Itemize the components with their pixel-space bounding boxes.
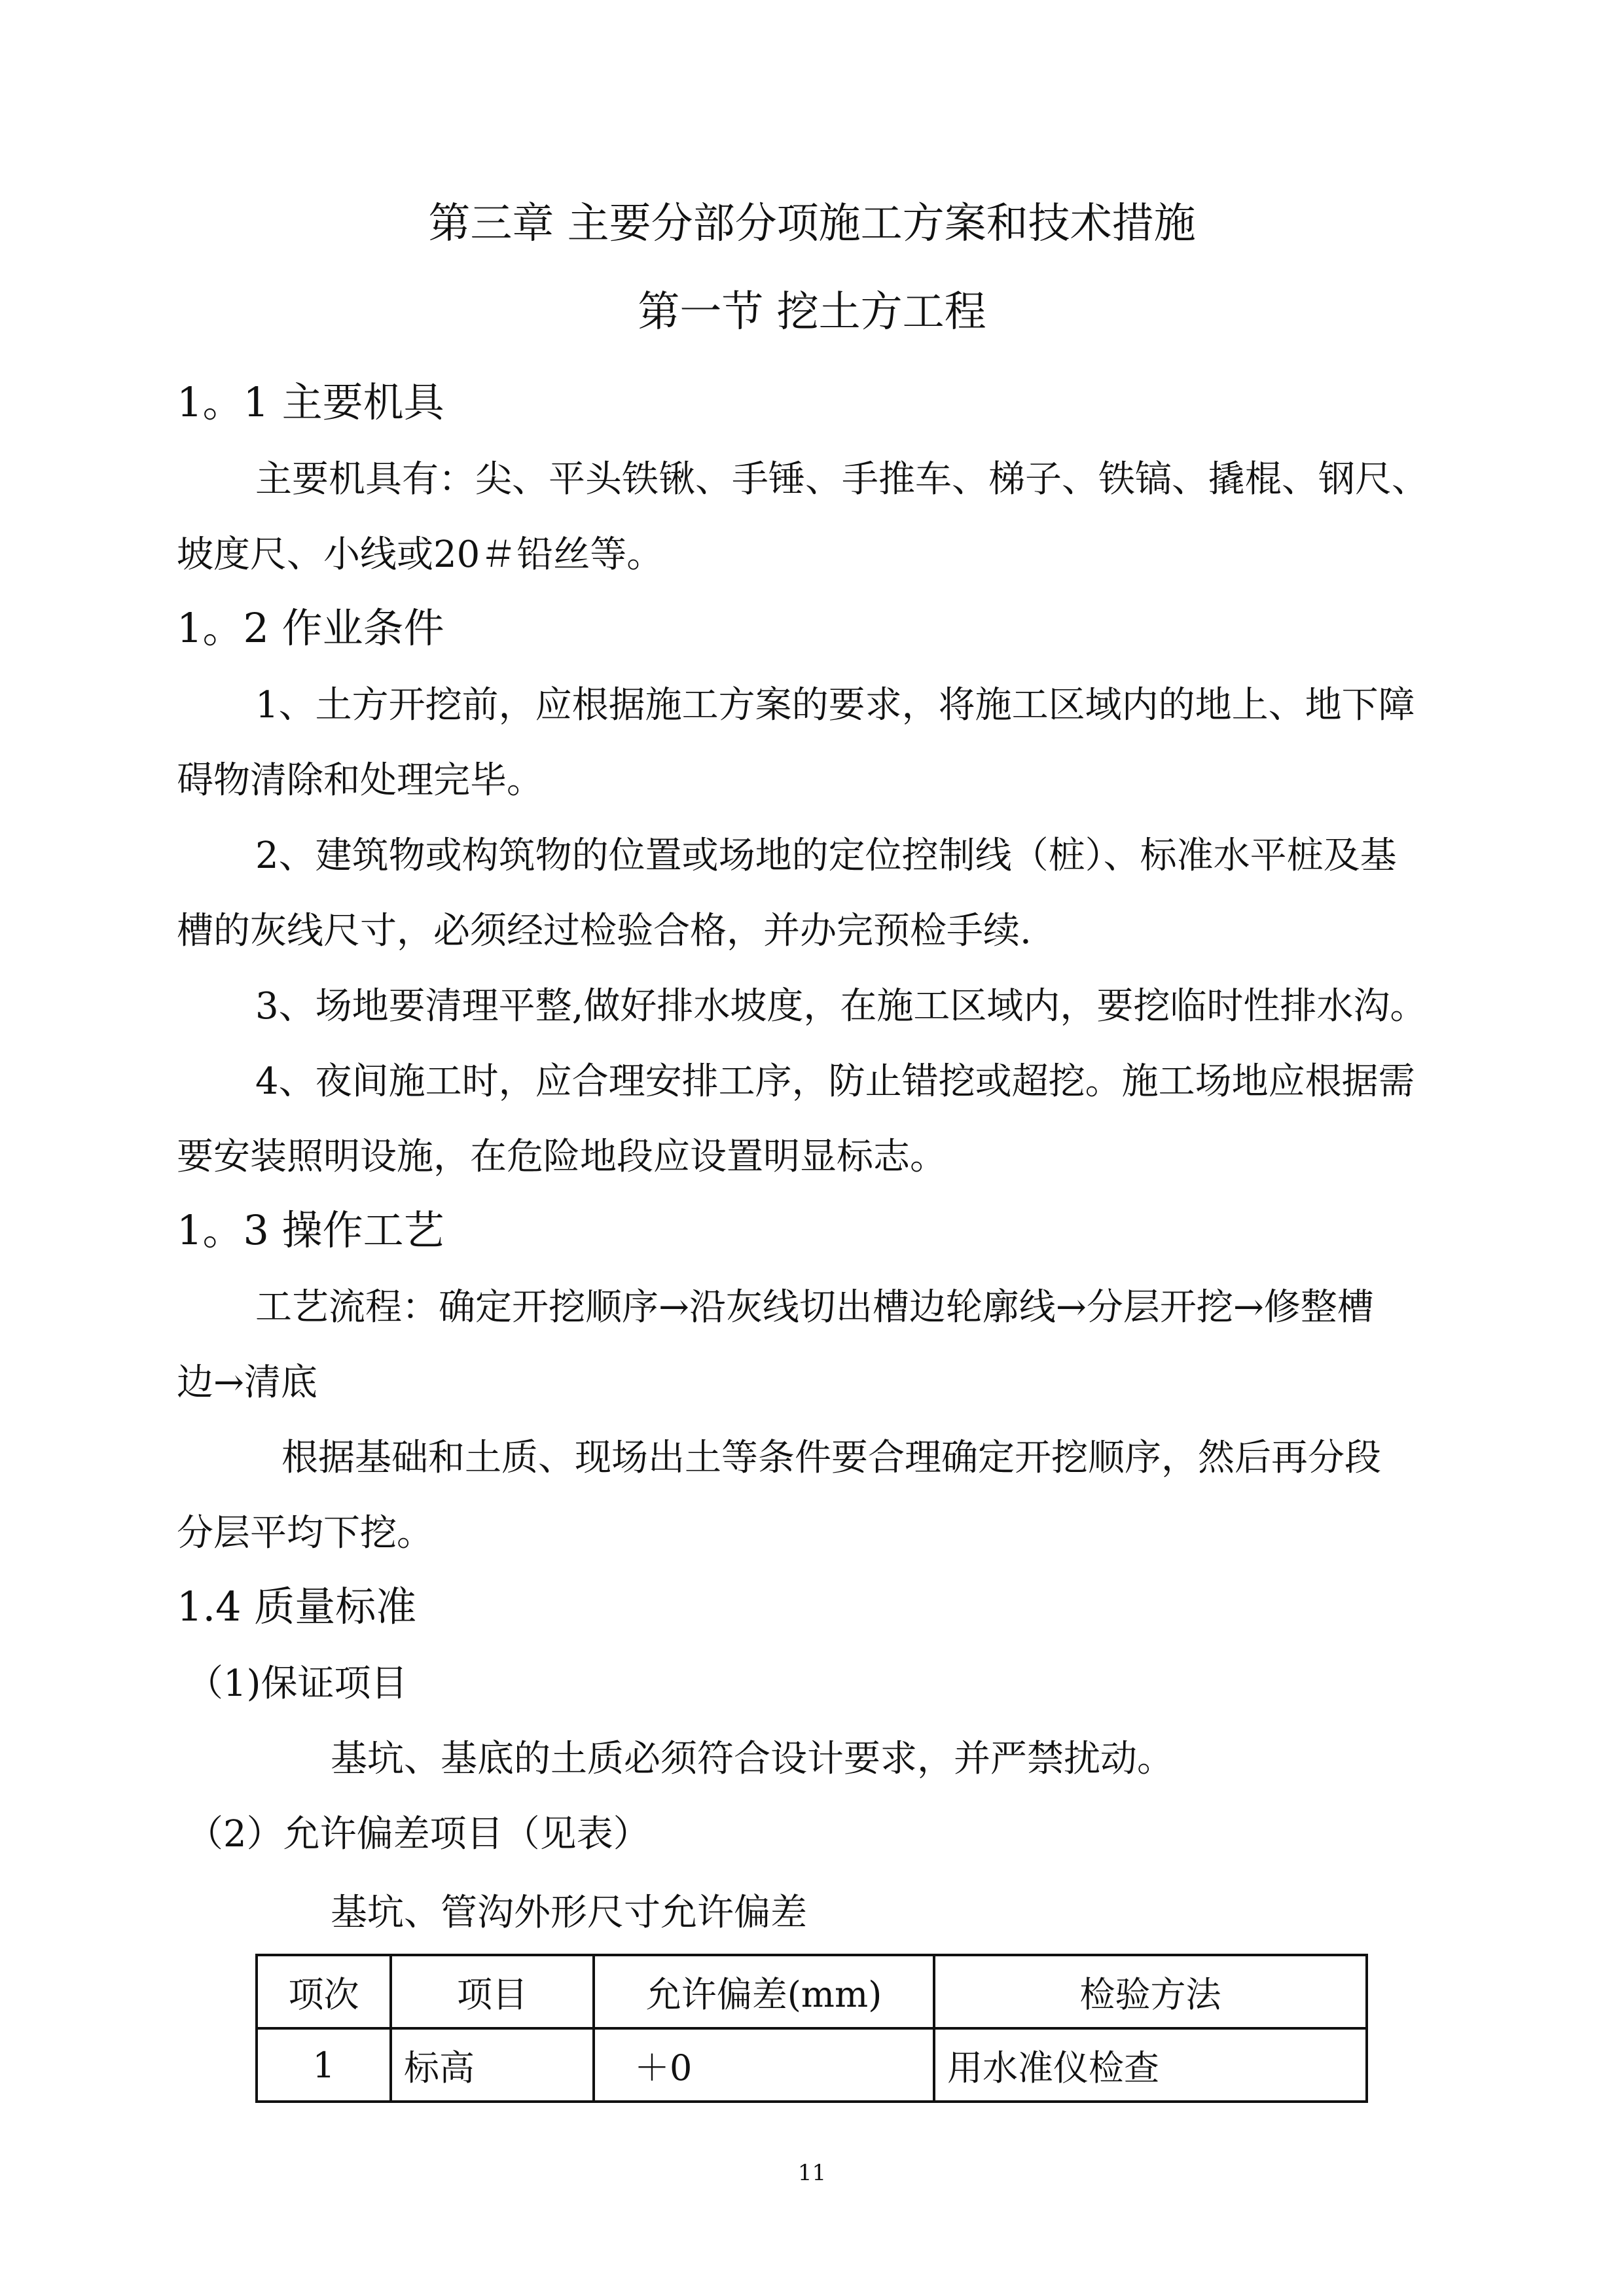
heading-main-tools: 1。1 主要机具 — [177, 378, 444, 426]
table-cell: 1 — [257, 2028, 391, 2102]
table-header-row — [257, 1955, 1367, 2028]
page-number: 11 — [797, 2160, 827, 2186]
guarantee-items-label: （1)保证项目 — [187, 1662, 408, 1705]
table-cell: ＋0 — [594, 2028, 934, 2102]
section-title: 第一节 挖土方工程 — [638, 288, 986, 336]
process-flow-line2: 边→清底 — [177, 1361, 317, 1404]
table-cell: 用水准仪检查 — [934, 2028, 1367, 2102]
condition-3-line1: 3、场地要清理平整,做好排水坡度，在施工区域内，要挖临时性排水沟。 — [255, 985, 1427, 1028]
table-row — [257, 2028, 1367, 2102]
condition-2-line1: 2、建筑物或构筑物的位置或场地的定位控制线（桩）、标准水平桩及基 — [255, 834, 1397, 877]
table-caption: 基坑、管沟外形尺寸允许偏差 — [331, 1892, 807, 1934]
heading-operation-process: 1。3 操作工艺 — [177, 1206, 444, 1254]
table-cell: 标高 — [391, 2028, 594, 2102]
guarantee-items-text: 基坑、基底的土质必须符合设计要求，并严禁扰动。 — [331, 1738, 1174, 1780]
tolerance-table — [255, 1954, 1368, 2103]
tools-text-line2: 坡度尺、小线或20＃铅丝等。 — [177, 533, 664, 576]
process-flow-line1: 工艺流程：确定开挖顺序→沿灰线切出槽边轮廓线→分层开挖→修整槽 — [255, 1286, 1374, 1329]
condition-4-line1: 4、夜间施工时，应合理安排工序，防止错挖或超挖。施工场地应根据需 — [255, 1060, 1415, 1103]
table-header-cell: 项目 — [391, 1955, 594, 2028]
condition-1-line2: 碍物清除和处理完毕。 — [177, 759, 543, 802]
heading-work-conditions: 1。2 作业条件 — [177, 604, 444, 652]
condition-1-line1: 1、土方开挖前，应根据施工方案的要求，将施工区域内的地上、地下障 — [255, 684, 1415, 726]
condition-4-line2: 要安装照明设施，在危险地段应设置明显标志。 — [177, 1136, 947, 1178]
heading-quality-standard: 1.4 质量标准 — [177, 1583, 417, 1630]
chapter-title: 第三章 主要分部分项施工方案和技术措施 — [428, 200, 1196, 248]
table-header-cell: 项次 — [257, 1955, 391, 2028]
tools-text-line1: 主要机具有：尖、平头铁锹、手锤、手推车、梯子、铁镐、撬棍、钢尺、 — [255, 458, 1428, 501]
process-paragraph-line1: 根据基础和土质、现场出土等条件要合理确定开挖顺序，然后再分段 — [281, 1437, 1381, 1479]
process-paragraph-line2: 分层平均下挖。 — [177, 1512, 433, 1554]
table-header-cell: 检验方法 — [934, 1955, 1367, 2028]
condition-2-line2: 槽的灰线尺寸，必须经过检验合格，并办完预检手续. — [177, 910, 1032, 952]
table-header-cell: 允许偏差(mm) — [594, 1955, 934, 2028]
tolerance-items-label: （2）允许偏差项目（见表） — [187, 1813, 650, 1856]
